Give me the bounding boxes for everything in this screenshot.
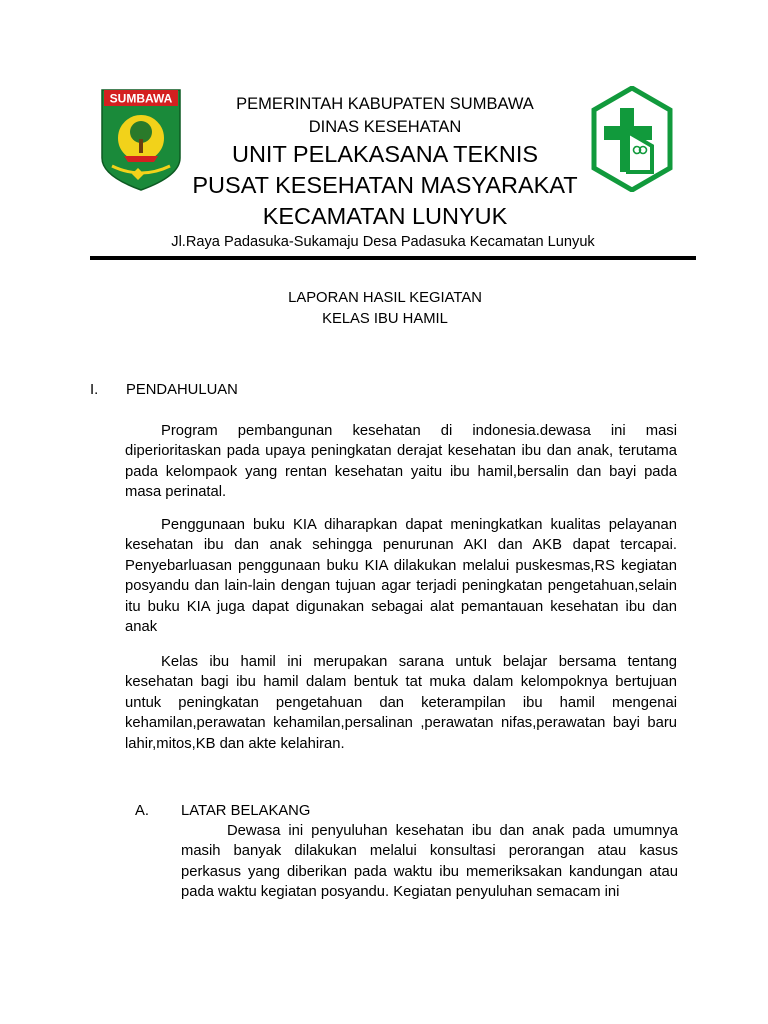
svg-text:SUMBAWA: SUMBAWA bbox=[109, 91, 173, 106]
paragraph: Kelas ibu hamil ini merupakan sarana untuk belajar bersama tentang kesehatan bagi ibu hamil dalam bentuk tat muka dalam kelompoknya bertujuan untuk peningkatan pengetahuan dan keterampilan ibu hamil mengenai kehamilan,perawatan kehamilan,persalinan ,perawatan nifas,perawatan bayi baru lahir,mitos,KB dan akte kelahiran. bbox=[125, 654, 677, 752]
paragraph: Dewasa ini penyuluhan kesehatan ibu dan anak pada umumnya masih banyak dilakukan melalui konsultasi perorangan atau kasus perkasus yang diberikan pada waktu ibu memeriksakan kandungan atau pada waktu kegiatan posyandu. Kegiatan penyuluhan semacam ini bbox=[181, 823, 678, 901]
header-address: Jl.Raya Padasuka-Sukamaju Desa Padasuka Kecamatan Lunyuk bbox=[171, 234, 595, 250]
section-heading: PENDAHULUAN bbox=[126, 382, 238, 398]
report-subtitle: KELAS IBU HAMIL bbox=[322, 311, 448, 327]
paragraph: Program pembangunan kesehatan di indonesia.dewasa ini masi diperioritaskan pada upaya peningkatan derajat kesehatan ibu dan anak, terutama pada kelompaok yang rentan kesehatan yaitu ibu hamil,bersalin dan bayi pada masa perinatal. bbox=[125, 423, 677, 501]
subsection-heading: LATAR BELAKANG bbox=[181, 803, 311, 819]
report-title: LAPORAN HASIL KEGIATAN bbox=[288, 290, 482, 306]
section-number: I. bbox=[90, 382, 99, 398]
header-divider bbox=[90, 256, 696, 260]
subsection-number: A. bbox=[135, 803, 149, 819]
paragraph: Penggunaan buku KIA diharapkan dapat meningkatkan kualitas pelayanan kesehatan ibu dan anak sehingga penurunan AKI dan AKB dapat tercapai. Penyebarluasan penggunaan buku KIA dilakukan melalui puskesmas,RS kegiatan posyandu dan lain-lain dengan tujuan agar terjadi peningkatan pengetahuan,selain itu buku KIA juga dapat digunakan sebagai alat pemantauan kesehatan ibu dan anak bbox=[125, 517, 677, 636]
sumbawa-crest-logo bbox=[98, 84, 184, 194]
header-puskesmas-line: PUSAT KESEHATAN MASYARAKAT bbox=[192, 172, 578, 198]
puskesmas-logo bbox=[590, 86, 674, 192]
header-department-line: DINAS KESEHATAN bbox=[308, 118, 462, 136]
header-district-line: KECAMATAN LUNYUK bbox=[262, 203, 508, 229]
header-government-line: PEMERINTAH KABUPATEN SUMBAWA bbox=[236, 95, 534, 113]
header-unit-line: UNIT PELAKASANA TEKNIS bbox=[231, 141, 539, 167]
